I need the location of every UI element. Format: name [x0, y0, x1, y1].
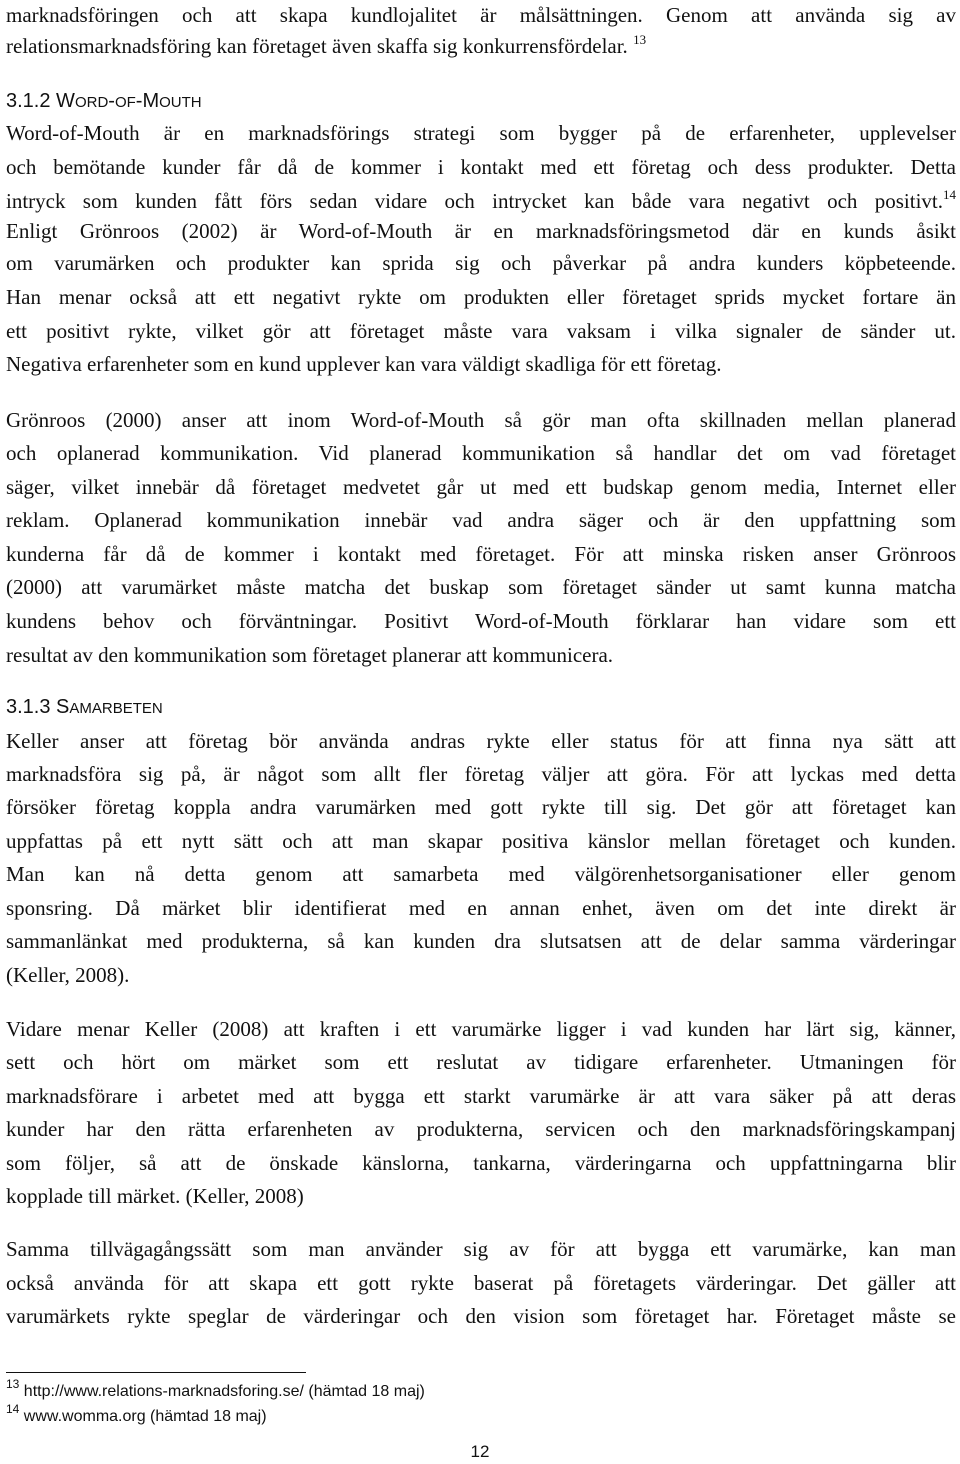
text-line: säger, vilket innebär då företaget medvetet går ut med ett budskap genom media, Internet eller: [6, 475, 956, 499]
text-line: marknadsföringen och att skapa kundlojalitet är målsättningen. Genom att använda sig av: [6, 3, 956, 27]
text-line: intryck som kunden fått förs sedan vidare och intrycket kan både vara negativt och positivt.$^{14}$: [6, 187, 956, 213]
text-line: marknadsförare i arbetet med att bygga ett starkt varumärke är att vara säker på att deras: [6, 1084, 956, 1108]
text-line: resultat av den kommunikation som företaget planerar att kommunicera.: [6, 643, 614, 667]
text-line: Enligt Grönroos (2002) är Word-of-Mouth är en marknadsföringsmetod där en kunds åsikt: [6, 219, 956, 243]
text-line: reklam. Oplanerad kommunikation innebär vad andra säger och är den uppfattning som: [6, 508, 956, 532]
text-line: Keller anser att företag bör använda andras rykte eller status för att finna nya sätt att: [6, 729, 956, 753]
section-heading-3-1-3: 3.1.3 SAMARBETEN: [6, 696, 163, 718]
text-line: kunder har den rätta erfarenheten av produkterna, servicen och den marknadsföringskampanj: [6, 1117, 956, 1141]
text-line: försöker företag koppla andra varumärken med gott rykte till sig. Det gör att företaget kan: [6, 795, 956, 819]
text-line: Grönroos (2000) anser att inom Word-of-Mouth så gör man ofta skillnaden mellan planerad: [6, 408, 956, 432]
page-number: 12: [470, 1442, 490, 1461]
text-line: Vidare menar Keller (2008) att kraften i ett varumärke ligger i vad kunden har lärt sig, känner,: [6, 1017, 956, 1041]
footnote-separator: [6, 1372, 306, 1373]
text-line: och bemötande kunder får då de kommer i kontakt med ett företag och dess produkter. Detta: [6, 155, 956, 179]
text-line: relationsmarknadsföring kan företaget även skaffa sig konkurrensfördelar. $^{13}$: [6, 32, 647, 58]
text-line: kunderna får då de kommer i kontakt med företaget. För att minska risken anser Grönroos: [6, 542, 956, 566]
text-line: sett och hört om märket som ett reslutat av tidigare erfarenheter. Utmaningen för: [6, 1050, 956, 1074]
text-line: kundens behov och förväntningar. Positivt Word-of-Mouth förklarar han vidare som ett: [6, 609, 956, 633]
text-line: Negativa erfarenheter som en kund upplever kan vara väldigt skadliga för ett företag.: [6, 352, 722, 376]
text-line: också använda för att skapa ett gott rykte baserat på företagets värderingar. Det gäller att: [6, 1271, 956, 1295]
text-line: sponsring. Då märket blir identifierat med en annan enhet, även om det inte direkt är: [6, 896, 956, 920]
text-line: Man kan nå detta genom att samarbeta med välgörenhetsorganisationer eller genom: [6, 862, 956, 886]
footnote: $^{13}$ http://www.relations-marknadsforing.se/ (hämtad 18 maj): [6, 1377, 425, 1400]
footnote-ref: 13: [633, 32, 647, 47]
text-line: kopplade till märket. (Keller, 2008): [6, 1184, 304, 1208]
text-line: uppfattas på ett nytt sätt och att man skapar positiva känslor mellan företaget och kunden.: [6, 829, 956, 853]
section-heading-3-1-2: 3.1.2 WORD-OF-MOUTH: [6, 90, 202, 112]
text-line: Word-of-Mouth är en marknadsförings strategi som bygger på de erfarenheter, upplevelser: [6, 121, 956, 145]
text-line: varumärkets rykte speglar de värderingar och den vision som företaget har. Företaget måste se: [6, 1304, 956, 1328]
text-line: (Keller, 2008).: [6, 963, 130, 987]
footnote-ref: 14: [943, 187, 956, 202]
text-line: marknadsföra sig på, är något som allt fler företag väljer att göra. För att lyckas med detta: [6, 762, 956, 786]
text-line: sammanlänkat med produkterna, så kan kunden dra slutsatsen att de delar samma värderingar: [6, 929, 956, 953]
text-line: Han menar också att ett negativt rykte om produkten eller företaget sprids mycket fortare än: [6, 285, 956, 309]
text-line: ett positivt rykte, vilket gör att företaget måste vara vaksam i vilka signaler de sänder ut.: [6, 319, 956, 343]
text-line: Samma tillvägagångssätt som man använder sig av för att bygga ett varumärke, kan man: [6, 1237, 956, 1261]
footnote: $^{14}$ www.womma.org (hämtad 18 maj): [6, 1402, 267, 1425]
text-line: (2000) att varumärket måste matcha det buskap som företaget sänder ut samt kunna matcha: [6, 575, 956, 599]
text-line: om varumärken och produkter kan sprida sig och påverkar på andra kunders köpbeteende.: [6, 251, 956, 275]
text-line: och oplanerad kommunikation. Vid planerad kommunikation så handlar det om vad företaget: [6, 441, 956, 465]
text-line: som följer, så att de önskade känslorna, tankarna, värderingarna och uppfattningarna blir: [6, 1151, 956, 1175]
